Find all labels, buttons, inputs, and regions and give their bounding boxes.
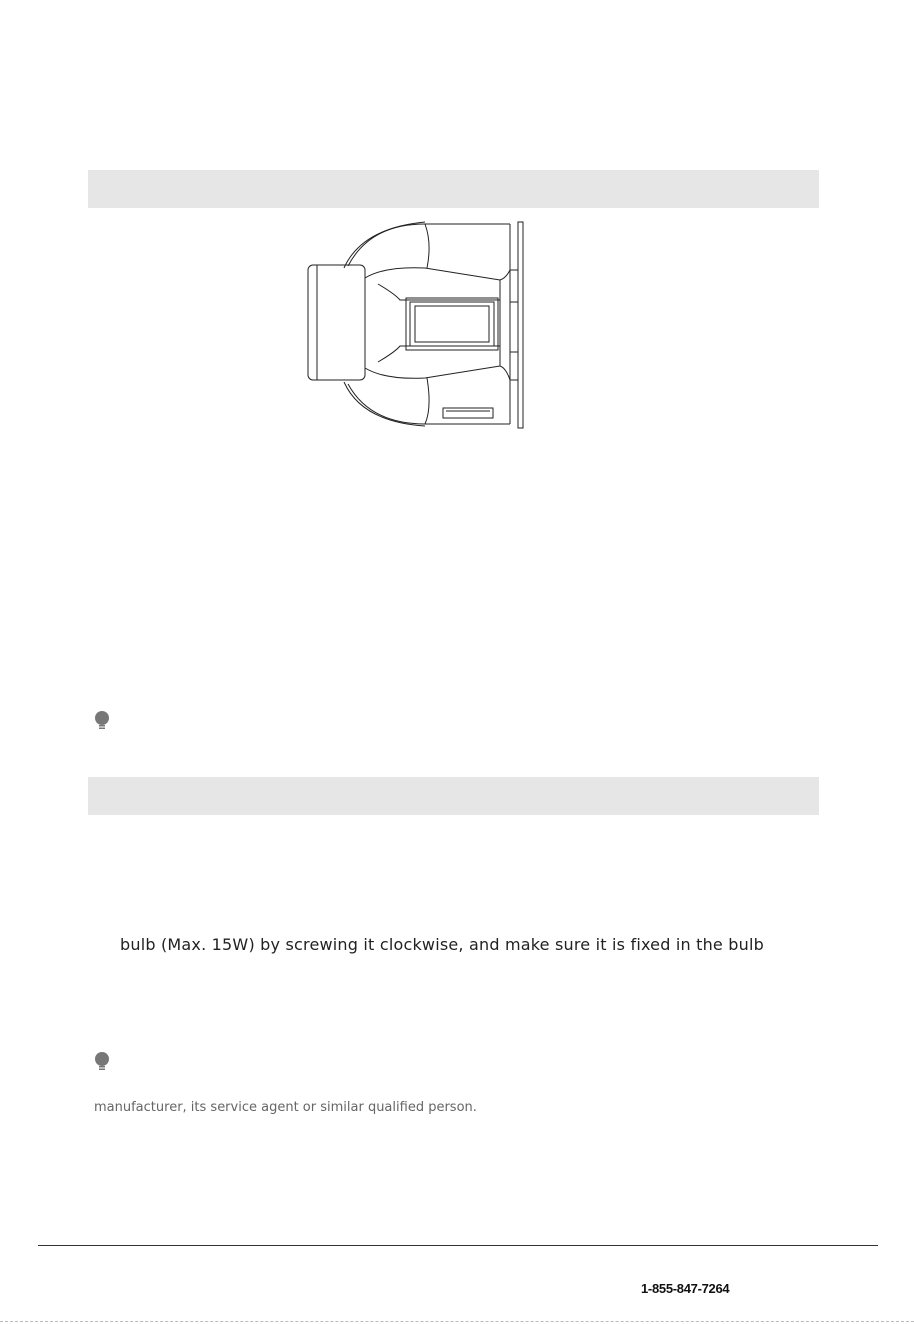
section-header-bar bbox=[88, 777, 819, 815]
lightbulb-icon bbox=[94, 1052, 110, 1072]
service-note-text: manufacturer, its service agent or similar qualified person. bbox=[94, 1100, 477, 1115]
light-housing-illustration bbox=[300, 218, 530, 433]
footer-divider bbox=[38, 1245, 878, 1246]
bulb-instruction-text: bulb (Max. 15W) by screwing it clockwise, and make sure it is fixed in the bulb bbox=[120, 935, 764, 954]
section-header-bar bbox=[88, 170, 819, 208]
support-phone-number: 1-855-847-7264 bbox=[641, 1281, 730, 1296]
page-edge bbox=[0, 1321, 914, 1322]
lightbulb-icon bbox=[94, 711, 110, 731]
